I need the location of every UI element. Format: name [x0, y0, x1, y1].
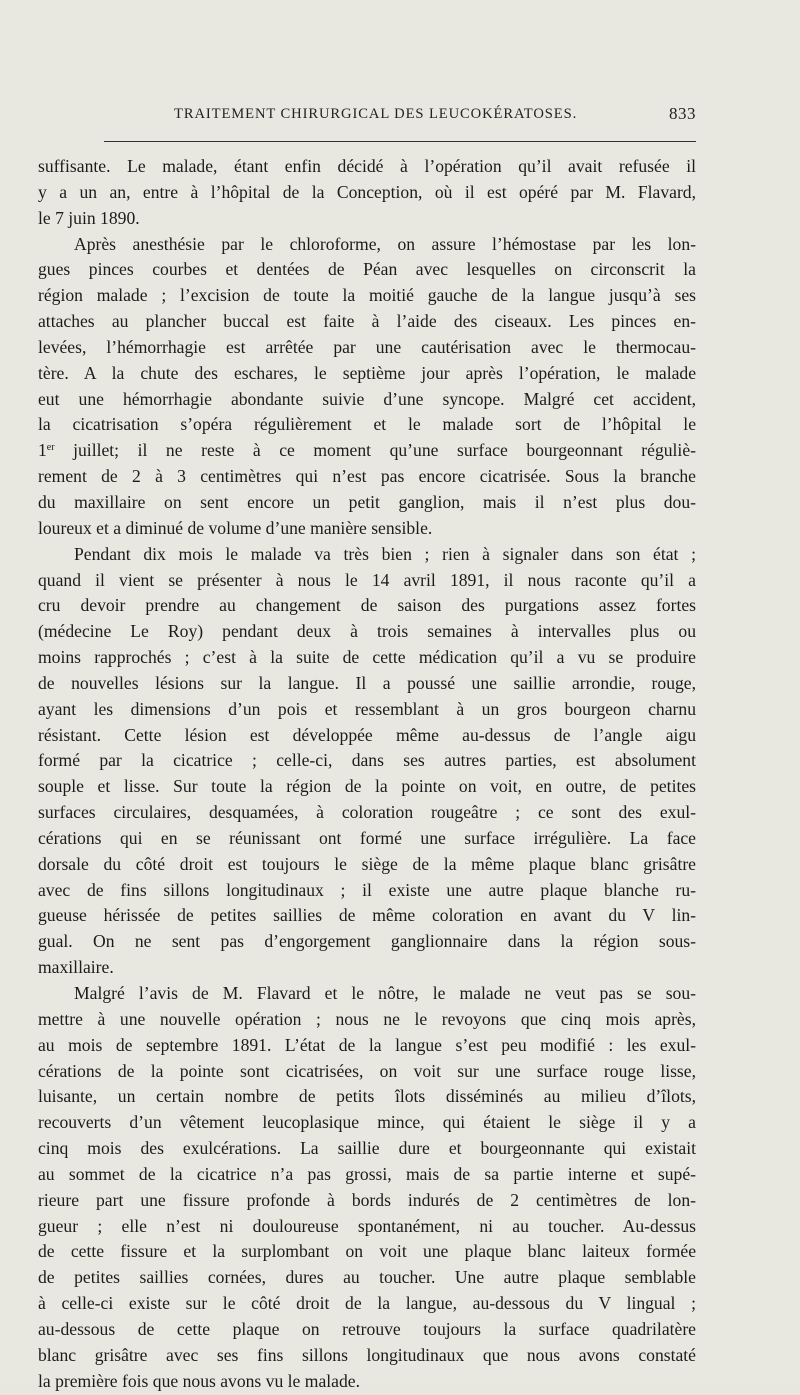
text-line: gual. On ne sent pas d’engorgement ganglionnaire dans la région sous- [38, 931, 696, 952]
text-line: (médecine Le Roy) pendant deux à trois semaines à intervalles plus ou [38, 621, 696, 642]
text-line: cru devoir prendre au changement de saison des purgations assez fortes [38, 595, 696, 616]
text-line: au mois de septembre 1891. L’état de la langue s’est peu modifié : les exul- [38, 1034, 696, 1055]
text-line: de nouvelles lésions sur la langue. Il a poussé une saillie arrondie, rouge, [38, 672, 696, 693]
text-line: cérations de la pointe sont cicatrisées, on voit sur une surface rouge lisse, [38, 1060, 696, 1081]
ordinal-superscript: er [46, 442, 55, 454]
text-line: cérations qui en se réunissant ont formé une surface irrégulière. La face [38, 827, 696, 848]
text-line: eut une hémorrhagie abondante suivie d’une syncope. Malgré cet accident, [38, 388, 696, 409]
text-line: attaches au plancher buccal est faite à l’aide des ciseaux. Les pinces en- [38, 311, 696, 332]
text-line: luisante, un certain nombre de petits îlots disséminés au milieu d’îlots, [38, 1086, 696, 1107]
text-line: le 7 juin 1890. [38, 207, 140, 228]
text-line: de cette fissure et la surplombant on voit une plaque blanc laiteux formée [38, 1241, 696, 1262]
date-day: 1 [38, 440, 47, 461]
text-line: tère. A la chute des eschares, le septième jour après l’opération, le malade [38, 362, 696, 383]
header-rule [104, 141, 696, 142]
text-line: au sommet de la cicatrice n’a pas grossi, mais de sa partie interne et supé- [38, 1163, 696, 1184]
text-line: Après anesthésie par le chloroforme, on assure l’hémostase par les lon- [74, 233, 696, 254]
text-line: y a un an, entre à l’hôpital de la Conception, où il est opéré par M. Flavard, [38, 181, 696, 202]
text-line: loureux et a diminué de volume d’une manière sensible. [38, 517, 433, 538]
text-line: rement de 2 à 3 centimètres qui n’est pas encore cicatrisée. Sous la branche [38, 466, 696, 487]
text-line: gueur ; elle n’est ni douloureuse spontanément, ni au toucher. Au-dessus [38, 1215, 696, 1236]
text-line: blanc grisâtre avec ses fins sillons longitudinaux que nous avons constaté [38, 1344, 696, 1365]
text-line: avec de fins sillons longitudinaux ; il existe une autre plaque blanche ru- [38, 879, 696, 900]
text-line: quand il vient se présenter à nous le 14 avril 1891, il nous raconte qu’il a [38, 569, 696, 590]
text-line: dorsale du côté droit est toujours le siège de la même plaque blanc grisâtre [38, 853, 696, 874]
text-line: moins rapprochés ; c’est à la suite de cette médication qu’il a vu se produire [38, 647, 696, 668]
text-line: gueuse hérissée de petites saillies de même coloration en avant du V lin- [38, 905, 696, 926]
text-line: du maxillaire on sent encore un petit ganglion, mais il n’est plus dou- [38, 491, 696, 512]
text-line: la première fois que nous avons vu le malade. [38, 1370, 360, 1391]
text-line: région malade ; l’excision de toute la moitié gauche de la langue jusqu’à ses [38, 285, 696, 306]
text-line: Pendant dix mois le malade va très bien ; rien à signaler dans son état ; [74, 543, 696, 564]
text-line: Malgré l’avis de M. Flavard et le nôtre, le malade ne veut pas se sou- [74, 983, 696, 1003]
running-title: TRAITEMENT CHIRURGICAL DES LEUCOKÉRATOSES. [174, 106, 578, 122]
running-head [66, 104, 700, 128]
text-line: à celle-ci existe sur le côté droit de la langue, au-dessous du V lingual ; [38, 1293, 696, 1314]
text-line: gues pinces courbes et dentées de Péan avec lesquelles on circonscrit la [38, 259, 696, 280]
text-line: mettre à une nouvelle opération ; nous ne le revoyons que cinq mois après, [38, 1008, 696, 1029]
body-text [38, 154, 696, 1395]
text-line: résistant. Cette lésion est développée même au-dessus de l’angle aigu [38, 724, 696, 745]
text-line: surfaces circulaires, desquamées, à coloration rougeâtre ; ce sont des exul- [38, 802, 696, 823]
text-line-with-superscript [38, 438, 696, 464]
text-line: souple et lisse. Sur toute la région de la pointe on voit, en outre, de petites [38, 776, 696, 797]
text-line: la cicatrisation s’opéra régulièrement et le malade sort de l’hôpital le [38, 414, 696, 435]
text-line: suffisante. Le malade, étant enfin décidé à l’opération qu’il avait refusée il [38, 156, 696, 176]
text-line: de petites saillies cornées, dures au toucher. Une autre plaque semblable [38, 1267, 696, 1288]
line-rest: juillet; il ne reste à ce moment qu’une surface bourgeonnant réguliè- [54, 440, 696, 461]
text-line: au-dessous de cette plaque on retrouve toujours la surface quadrilatère [38, 1318, 696, 1339]
text-line: ayant les dimensions d’un pois et ressemblant à un gros bourgeon charnu [38, 698, 696, 719]
text-line: maxillaire. [38, 957, 114, 978]
page-number: 833 [669, 104, 696, 123]
text-line: levées, l’hémorrhagie est arrêtée par une cautérisation avec le thermocau- [38, 336, 696, 357]
text-line: formé par la cicatrice ; celle-ci, dans ses autres parties, est absolument [38, 750, 696, 771]
text-line: recouverts d’un vêtement leucoplasique mince, qui étaient le siège il y a [38, 1112, 696, 1133]
text-line: rieure part une fissure profonde à bords indurés de 2 centimètres de lon- [38, 1189, 696, 1210]
text-line: cinq mois des exulcérations. La saillie dure et bourgeonnante qui existait [38, 1138, 696, 1159]
